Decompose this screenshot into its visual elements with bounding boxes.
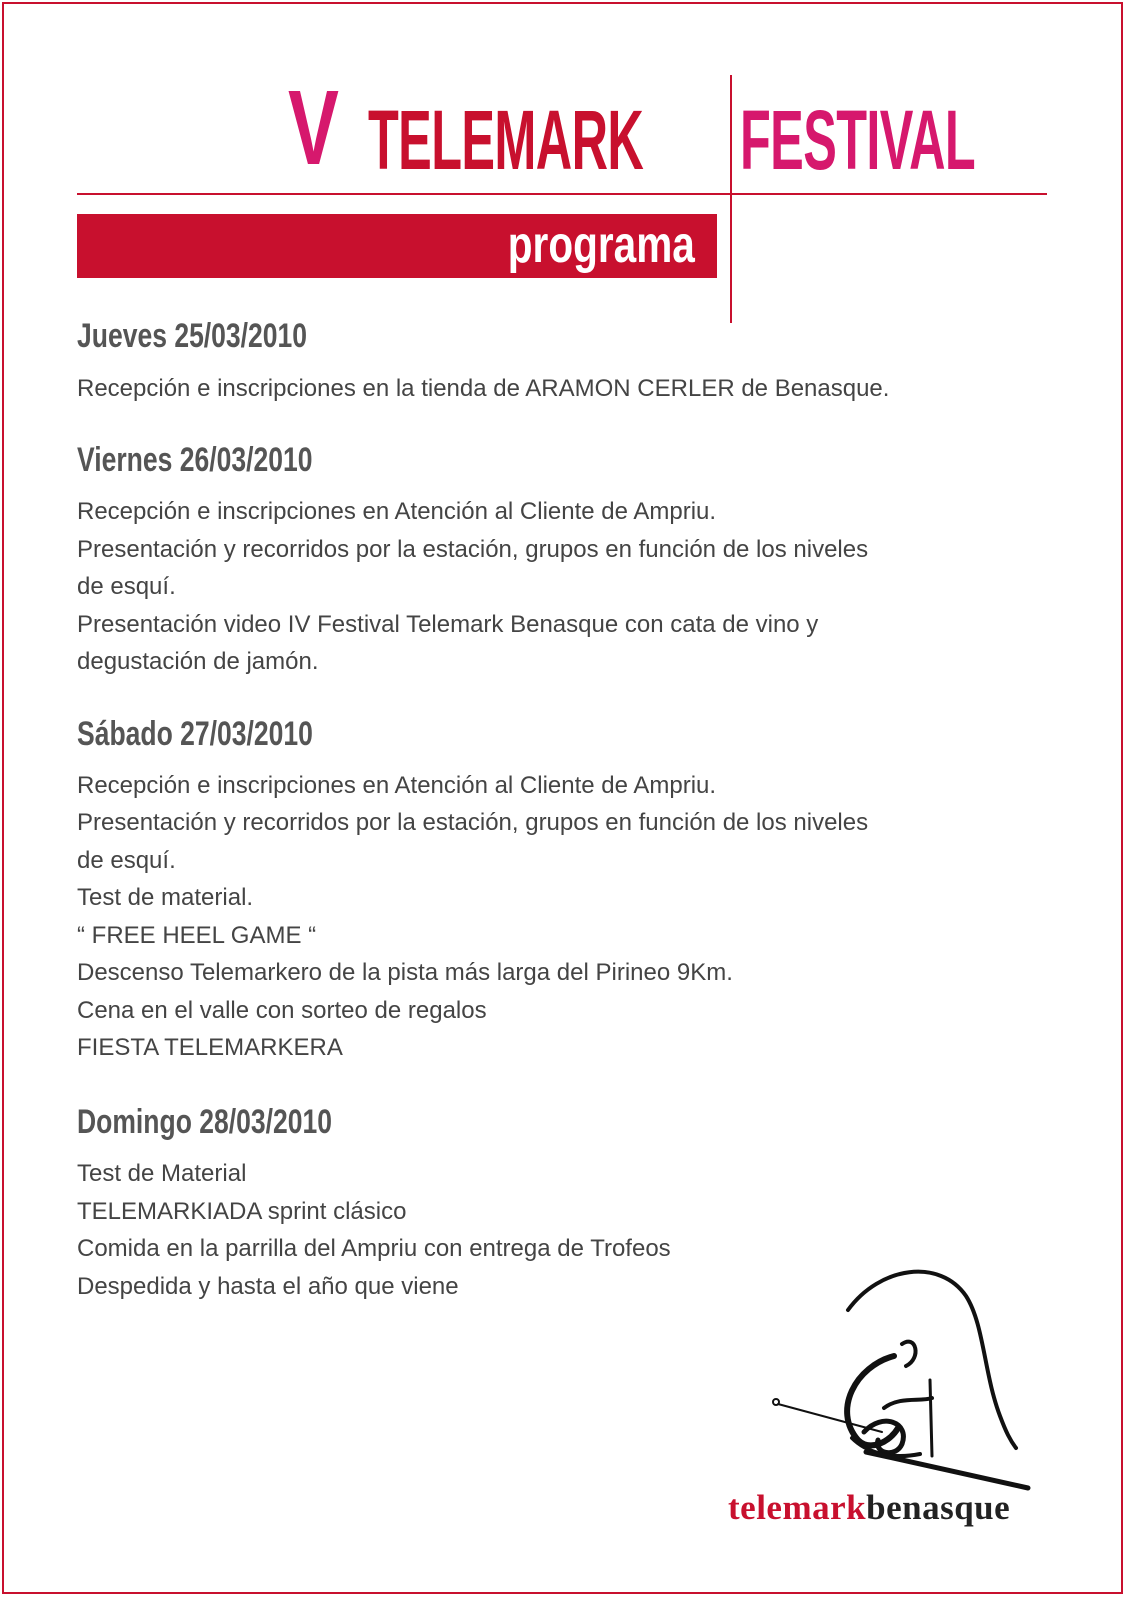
title-numeral: V [288, 69, 339, 187]
program-line: Comida en la parrilla del Ampriu con entrega de Trofeos [77, 1235, 671, 1262]
title-word-telemark: TELEMARK [368, 93, 644, 187]
program-line: degustación de jamón. [77, 648, 319, 675]
vertical-rule [730, 75, 732, 323]
day-heading-jueves: Jueves 25/03/2010 [77, 317, 308, 355]
day-heading-viernes: Viernes 26/03/2010 [77, 441, 313, 479]
program-line: TELEMARKIADA sprint clásico [77, 1198, 407, 1225]
programa-label: programa [507, 216, 695, 274]
day-heading-sabado: Sábado 27/03/2010 [77, 715, 313, 753]
program-line: Recepción e inscripciones en Atención al Cliente de Ampriu. [77, 498, 717, 525]
horizontal-rule [77, 193, 1047, 195]
brand-part-benasque: benasque [866, 1488, 1011, 1527]
telemark-skier-icon [770, 1262, 1060, 1502]
program-line: de esquí. [77, 847, 176, 874]
program-line: Test de Material [77, 1160, 247, 1187]
title-word-festival: FESTIVAL [740, 93, 976, 187]
program-line: de esquí. [77, 573, 176, 600]
program-line: Presentación video IV Festival Telemark Benasque con cata de vino y [77, 611, 819, 638]
program-line: Presentación y recorridos por la estación, grupos en función de los niveles [77, 536, 869, 563]
program-line: “ FREE HEEL GAME “ [77, 922, 317, 949]
program-line: Despedida y hasta el año que viene [77, 1273, 459, 1300]
day-heading-domingo: Domingo 28/03/2010 [77, 1103, 332, 1141]
brand-part-telemark: telemark [728, 1488, 867, 1527]
program-line: Test de material. [77, 884, 254, 911]
program-line: Recepción e inscripciones en Atención al Cliente de Ampriu. [77, 772, 717, 799]
programa-banner [77, 214, 717, 278]
program-line: Cena en el valle con sorteo de regalos [77, 997, 487, 1024]
program-line: Descenso Telemarkero de la pista más larga del Pirineo 9Km. [77, 959, 733, 986]
brand-wordmark [728, 1488, 1010, 1528]
program-line: FIESTA TELEMARKERA [77, 1034, 343, 1061]
program-line: Presentación y recorridos por la estación, grupos en función de los niveles [77, 809, 869, 836]
program-line: Recepción e inscripciones en la tienda de ARAMON CERLER de Benasque. [77, 375, 890, 402]
